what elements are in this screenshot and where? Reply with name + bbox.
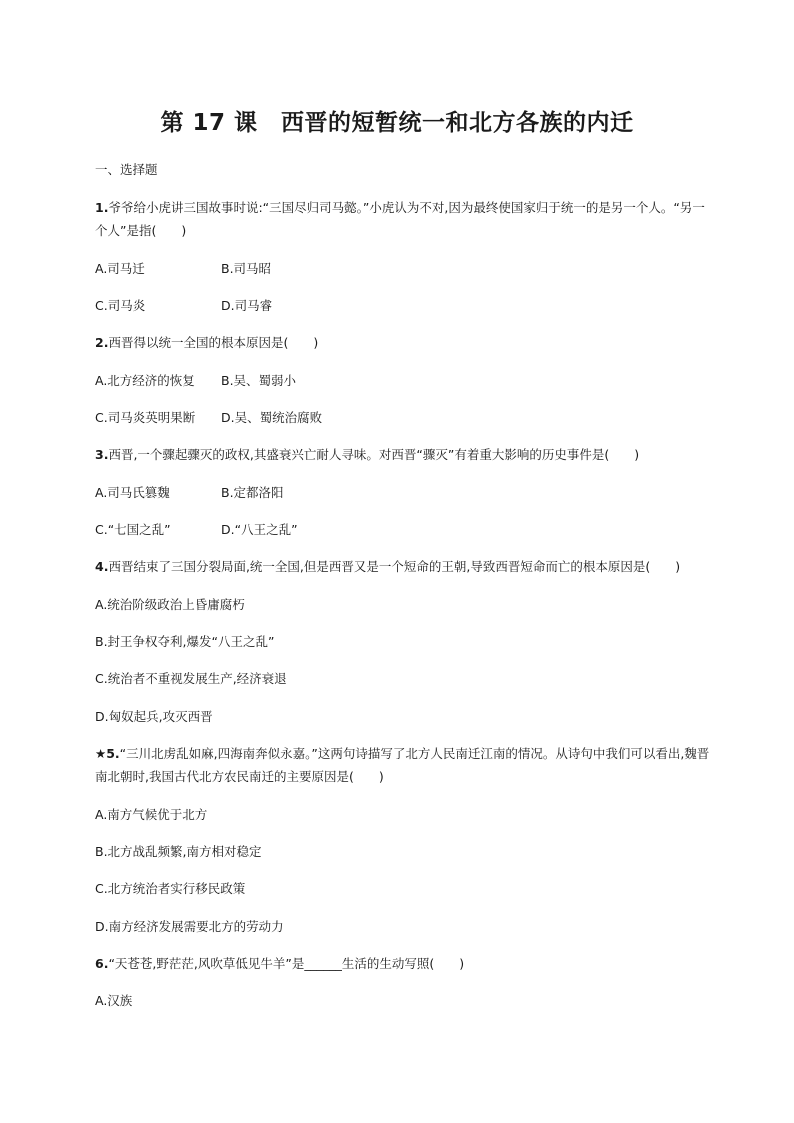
question-5-option-d: D.南方经济发展需要北方的劳动力 — [95, 919, 284, 934]
question-2-option-c: C.司马炎英明果断 — [95, 410, 196, 425]
question-5-option-a: A.南方气候优于北方 — [95, 807, 208, 822]
page-title: 第 17 课 西晋的短暂统一和北方各族的内迁 — [160, 110, 634, 136]
question-5-option-c: C.北方统治者实行移民政策 — [95, 881, 246, 896]
question-number: 6. — [95, 956, 109, 971]
question-number: 3. — [95, 447, 109, 462]
question-number: 1. — [95, 200, 109, 215]
question-4-line-1 — [95, 558, 680, 576]
question-3-option-a: A.司马氏篡魏 — [95, 485, 170, 500]
section-heading: 一、选择题 — [95, 162, 158, 177]
question-text: 西晋结束了三国分裂局面,统一全国,但是西晋又是一个短命的王朝,导致西晋短命而亡的根本原因是( ) — [108, 559, 681, 574]
question-1-line-1 — [95, 199, 705, 217]
question-number: 2. — [95, 335, 109, 350]
question-text: 爷爷给小虎讲三国故事时说:“三国尽归司马懿。”小虎认为不对,因为最终使国家归于统一的是另一个人。“另一 — [108, 200, 705, 215]
question-2-line-1 — [95, 334, 318, 352]
question-text: “天苍苍,野茫茫,风吹草低见牛羊”是______生活的生动写照( ) — [108, 956, 465, 971]
question-6-option-a: A.汉族 — [95, 993, 133, 1008]
question-1-option-c: C.司马炎 — [95, 298, 146, 313]
question-3-option-b: B.定都洛阳 — [221, 485, 284, 500]
question-number: ★5. — [95, 746, 120, 761]
question-1-line-2: 个人”是指( ) — [95, 223, 187, 238]
question-3-line-1 — [95, 446, 639, 464]
question-3-option-c: C.“七国之乱” — [95, 522, 171, 537]
question-1-option-d: D.司马睿 — [221, 298, 273, 313]
question-1-option-a: A.司马迁 — [95, 261, 145, 276]
question-4-option-a: A.统治阶级政治上昏庸腐朽 — [95, 597, 245, 612]
question-2-option-b: B.吴、蜀弱小 — [221, 373, 297, 388]
question-4-option-c: C.统治者不重视发展生产,经济衰退 — [95, 671, 287, 686]
question-2-option-a: A.北方经济的恢复 — [95, 373, 195, 388]
question-5-line-1 — [95, 745, 709, 763]
question-3-option-d: D.“八王之乱” — [221, 522, 298, 537]
question-1-option-b: B.司马昭 — [221, 261, 272, 276]
question-text: 西晋得以统一全国的根本原因是( ) — [108, 335, 319, 350]
question-2-option-d: D.吴、蜀统治腐败 — [221, 410, 323, 425]
question-text: “三川北虏乱如麻,四海南奔似永嘉。”这两句诗描写了北方人民南迁江南的情况。从诗句中我们可以看出,魏晋 — [119, 746, 710, 761]
question-number: 4. — [95, 559, 109, 574]
question-5-option-b: B.北方战乱频繁,南方相对稳定 — [95, 844, 262, 859]
question-5-line-2: 南北朝时,我国古代北方农民南迁的主要原因是( ) — [95, 769, 384, 784]
question-4-option-d: D.匈奴起兵,攻灭西晋 — [95, 709, 213, 724]
question-4-option-b: B.封王争权夺利,爆发“八王之乱” — [95, 634, 275, 649]
question-text: 西晋,一个骤起骤灭的政权,其盛衰兴亡耐人寻味。对西晋“骤灭”有着重大影响的历史事件是( ) — [108, 447, 640, 462]
question-6-line-1 — [95, 955, 464, 973]
